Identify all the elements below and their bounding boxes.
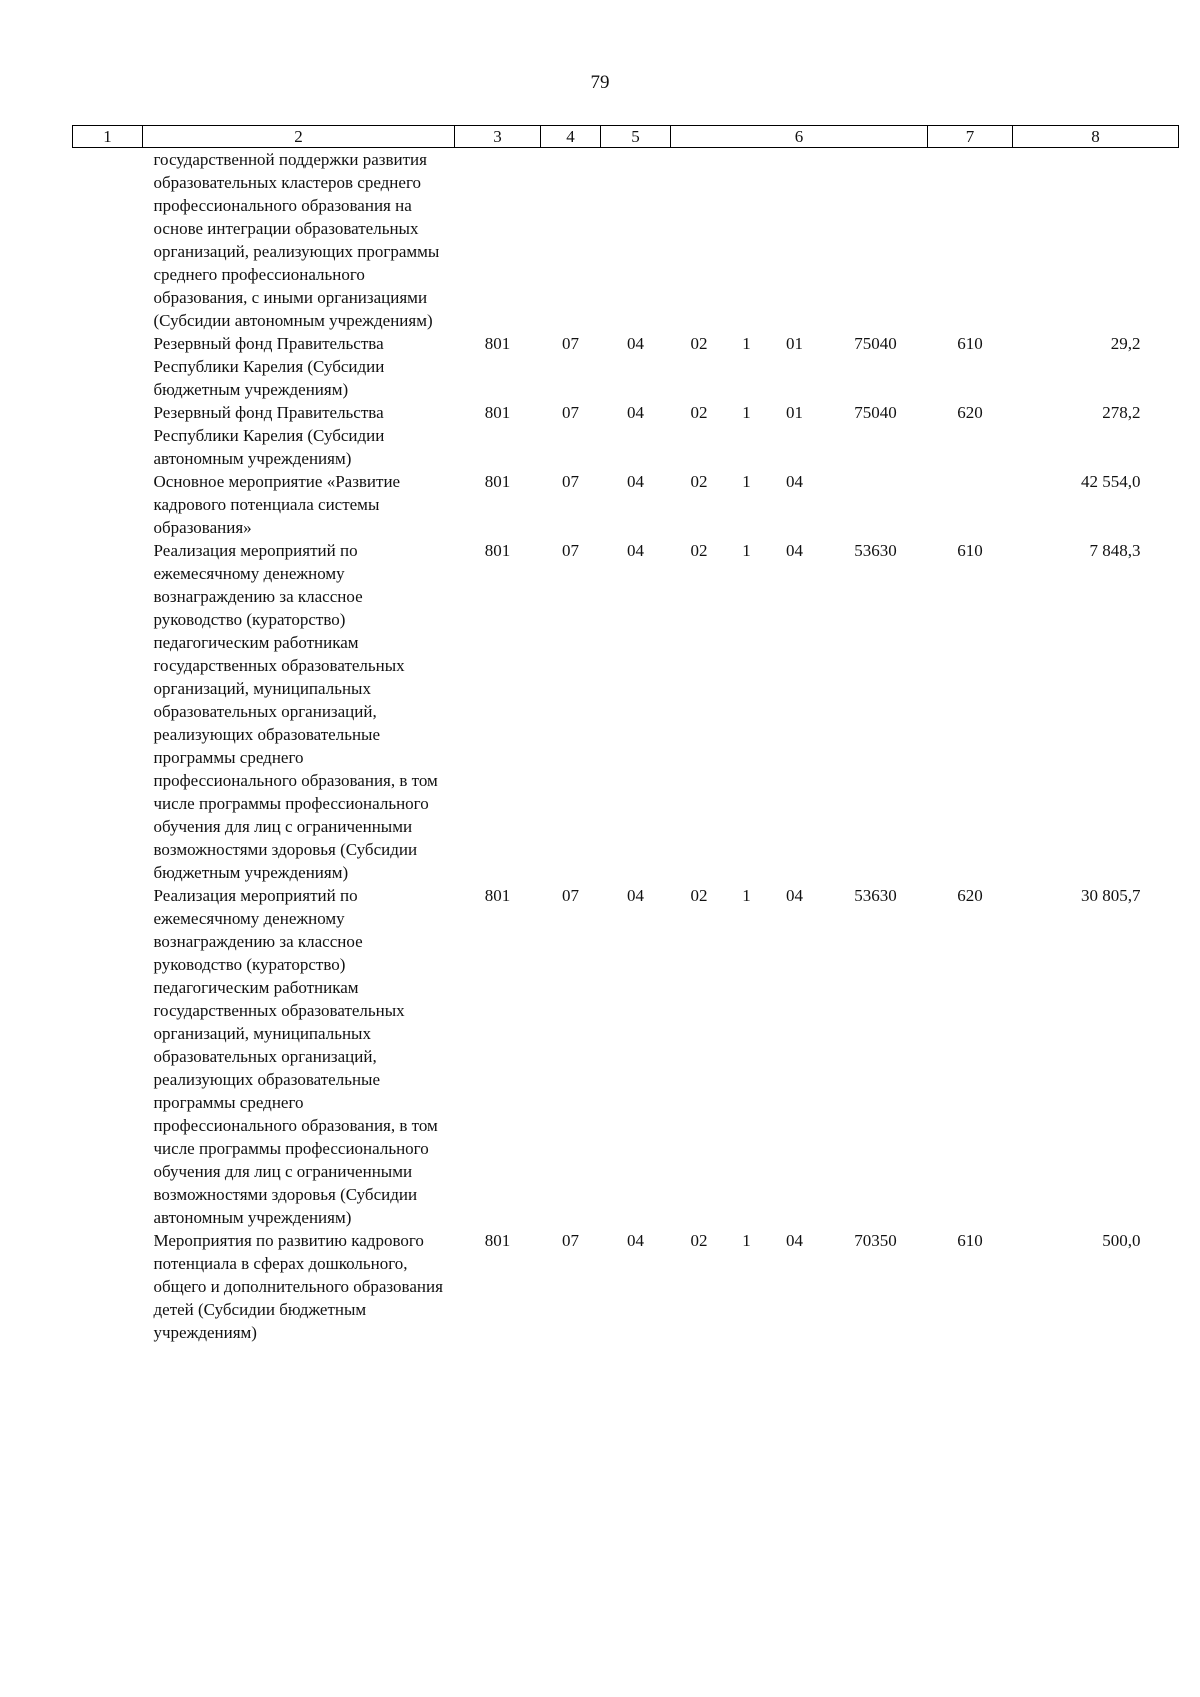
row-amount: 278,2 xyxy=(1102,403,1141,422)
header-cell-1: 1 xyxy=(73,126,143,148)
row-amount xyxy=(1013,148,1179,333)
row-subsection: 04 xyxy=(627,886,644,905)
row-target-direction: 70350 xyxy=(854,1231,897,1250)
table-row xyxy=(73,148,1179,333)
row-name: Основное мероприятие «Развитие кадрового потенциала системы образования» xyxy=(153,472,401,537)
table-row xyxy=(73,539,1179,884)
row-target-subprogram xyxy=(728,148,766,333)
row-amount: 500,0 xyxy=(1102,1231,1141,1250)
page-number: 79 xyxy=(590,72,610,93)
row-subsection xyxy=(601,148,671,333)
row-number-cell xyxy=(73,470,143,539)
row-target-program: 02 xyxy=(690,472,708,491)
row-target-program: 02 xyxy=(690,886,708,905)
row-target-event: 01 xyxy=(786,334,803,353)
row-section: 07 xyxy=(562,886,579,905)
table-body xyxy=(73,148,1179,1345)
row-section: 07 xyxy=(562,472,579,491)
row-expense-type: 610 xyxy=(957,1231,983,1250)
header-cell-8: 8 xyxy=(1013,126,1179,148)
row-expense-type xyxy=(928,470,1013,539)
row-amount: 42 554,0 xyxy=(1081,472,1141,491)
row-number-cell xyxy=(73,332,143,401)
row-number-cell xyxy=(73,1229,143,1344)
row-admin-code: 801 xyxy=(484,1231,511,1250)
row-target-direction xyxy=(824,148,928,333)
row-target-event: 04 xyxy=(786,541,803,560)
row-expense-type: 620 xyxy=(957,403,983,422)
row-target-event xyxy=(766,148,824,333)
row-target-program xyxy=(671,148,728,333)
row-section: 07 xyxy=(562,334,579,353)
row-expense-type: 610 xyxy=(957,541,983,560)
row-name: Резервный фонд Правительства Республики Карелия (Субсидии бюджетным учреждениям) xyxy=(153,334,385,399)
row-target-subprogram: 1 xyxy=(742,541,751,560)
budget-table xyxy=(72,125,1179,1344)
row-target-program: 02 xyxy=(690,334,708,353)
row-section: 07 xyxy=(562,403,579,422)
row-target-event: 04 xyxy=(786,472,803,491)
row-number-cell xyxy=(73,884,143,1229)
row-number-cell xyxy=(73,401,143,470)
row-target-direction: 53630 xyxy=(854,886,897,905)
row-name: Резервный фонд Правительства Республики Карелия (Субсидии автономным учреждениям) xyxy=(153,403,385,468)
row-target-direction: 53630 xyxy=(854,541,897,560)
header-cell-2: 2 xyxy=(143,126,455,148)
row-admin-code xyxy=(455,148,541,333)
row-expense-type xyxy=(928,148,1013,333)
row-target-program: 02 xyxy=(690,541,708,560)
row-section: 07 xyxy=(562,541,579,560)
row-target-subprogram: 1 xyxy=(742,403,751,422)
row-target-direction: 75040 xyxy=(854,403,897,422)
row-target-program: 02 xyxy=(690,1231,708,1250)
header-cell-4: 4 xyxy=(541,126,601,148)
row-amount: 30 805,7 xyxy=(1081,886,1141,905)
row-number-cell xyxy=(73,148,143,333)
row-target-event: 04 xyxy=(786,886,803,905)
row-expense-type: 620 xyxy=(957,886,983,905)
row-name: Мероприятия по развитию кадрового потенциала в сферах дошкольного, общего и дополнительного образования детей (Субсидии бюджетным учреждениям) xyxy=(153,1231,443,1342)
row-section xyxy=(541,148,601,333)
row-target-event: 01 xyxy=(786,403,803,422)
row-expense-type: 610 xyxy=(957,334,983,353)
row-subsection: 04 xyxy=(627,334,644,353)
row-subsection: 04 xyxy=(627,472,644,491)
row-target-subprogram: 1 xyxy=(742,334,751,353)
row-amount: 29,2 xyxy=(1110,334,1141,353)
table-row xyxy=(73,401,1179,470)
row-admin-code: 801 xyxy=(484,472,511,491)
row-amount: 7 848,3 xyxy=(1089,541,1141,560)
table-header xyxy=(73,126,1179,148)
row-admin-code: 801 xyxy=(484,886,511,905)
row-name: государственной поддержки развития образовательных кластеров среднего профессионального образования на основе интеграции образовательных организаций, реализующих программы среднего профессионального образования, с иными организациями (Субсидии автономным учреждениям) xyxy=(153,150,440,330)
header-cell-3: 3 xyxy=(455,126,541,148)
row-number-cell xyxy=(73,539,143,884)
row-subsection: 04 xyxy=(627,403,644,422)
row-section: 07 xyxy=(562,1231,579,1250)
table-row xyxy=(73,1229,1179,1344)
row-target-event: 04 xyxy=(786,1231,803,1250)
header-cell-5: 5 xyxy=(601,126,671,148)
row-name: Реализация мероприятий по ежемесячному денежному вознаграждению за классное руководство (кураторство) педагогическим работникам государственных образовательных организаций, муниципальных образовательных организаций, реализующих образовательные программы среднего профессионального образования, в том числе программы профессионального обучения для лиц с ограниченными возможностями здоровья (Субсидии автономным учреждениям) xyxy=(153,886,438,1227)
row-admin-code: 801 xyxy=(484,541,511,560)
row-subsection: 04 xyxy=(627,541,644,560)
row-target-direction: 75040 xyxy=(854,334,897,353)
row-target-program: 02 xyxy=(690,403,708,422)
row-admin-code: 801 xyxy=(484,334,511,353)
row-target-subprogram: 1 xyxy=(742,472,751,491)
row-name: Реализация мероприятий по ежемесячному денежному вознаграждению за классное руководство (кураторство) педагогическим работникам государственных образовательных организаций, муниципальных образовательных организаций, реализующих образовательные программы среднего профессионального образования, в том числе программы профессионального обучения для лиц с ограниченными возможностями здоровья (Субсидии бюджетным учреждениям) xyxy=(153,541,438,882)
row-target-subprogram: 1 xyxy=(742,1231,751,1250)
row-target-subprogram: 1 xyxy=(742,886,751,905)
table-row xyxy=(73,332,1179,401)
header-cell-7: 7 xyxy=(928,126,1013,148)
table-row xyxy=(73,470,1179,539)
header-cell-6: 6 xyxy=(671,126,928,148)
row-admin-code: 801 xyxy=(484,403,511,422)
table-row xyxy=(73,884,1179,1229)
row-subsection: 04 xyxy=(627,1231,644,1250)
row-target-direction xyxy=(824,470,928,539)
